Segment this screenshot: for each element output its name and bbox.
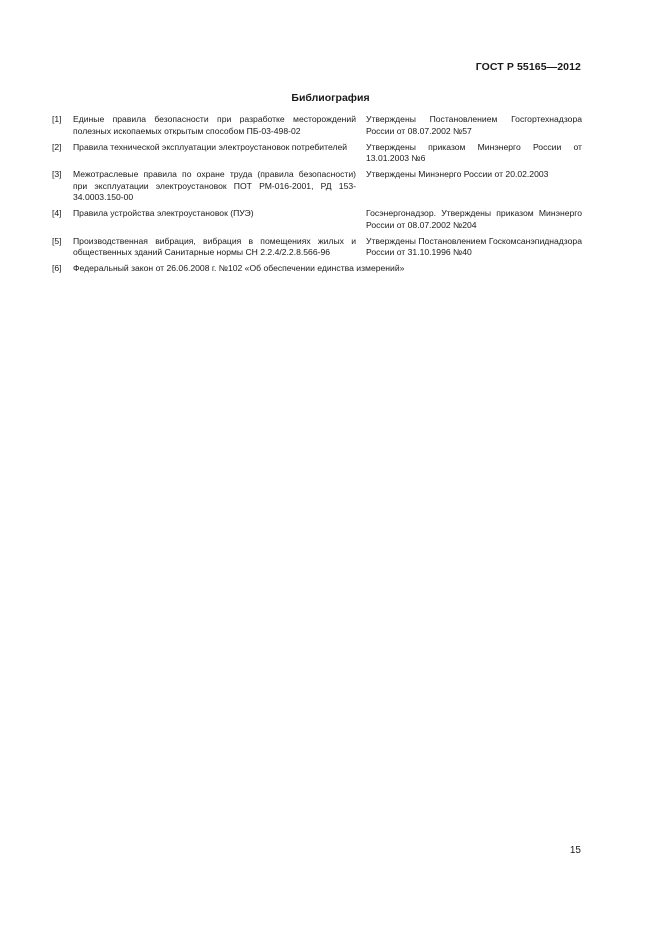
entry-number: [2]: [52, 141, 62, 152]
entry-description: Федеральный закон от 26.06.2008 г. №102 «Об обеспечении единства измерений»: [73, 263, 405, 273]
entry-description: Производственная вибрация, вибрация в помещениях жилых и общественных зданий Санитарные нормы СН 2.2.4/2.2.8.566-96: [73, 235, 356, 257]
document-standard-id: ГОСТ Р 55165—2012: [475, 61, 581, 73]
entry-approval-note: Утверждены Постановлением Госкомсанэпиднадзора России от 31.10.1996 №40: [366, 235, 582, 257]
entry-approval-note: Утверждены приказом Минэнерго России от 13.01.2003 №6: [366, 141, 582, 163]
bibliography-entry: [52, 169, 582, 204]
entry-number: [3]: [52, 169, 62, 179]
bibliography-entry: [52, 142, 582, 165]
page-number: 15: [569, 845, 581, 856]
entry-description: Межотраслевые правила по охране труда (правила безопасности) при эксплуатации электроустановок ПОТ РМ-016-2001, РД 153-34.0003.150-00: [73, 169, 356, 202]
entry-description: Единые правила безопасности при разработке месторождений полезных ископаемых открытым способом ПБ-03-498-02: [73, 114, 356, 136]
entry-number: [1]: [52, 114, 62, 124]
entry-approval-note: Утверждены Минэнерго России от 20.02.2003: [366, 169, 549, 179]
entry-number: [6]: [52, 263, 62, 273]
bibliography-entry: [52, 114, 582, 137]
entry-approval-note: Госэнергонадзор. Утверждены приказом Минэнерго России от 08.07.2002 №204: [366, 208, 582, 230]
bibliography-entry: [52, 208, 582, 231]
entry-approval-note: Утверждены Постановлением Госгортехнадзора России от 08.07.2002 №57: [366, 114, 582, 136]
bibliography-title: Библиография: [291, 92, 370, 104]
entry-number: [4]: [52, 208, 62, 218]
entry-description: Правила технической эксплуатации электроустановок потребителей: [73, 141, 348, 152]
bibliography-entry: [52, 263, 582, 275]
bibliography-list: [52, 114, 582, 279]
bibliography-entry: [52, 236, 582, 259]
entry-description: Правила устройства электроустановок (ПУЭ): [73, 208, 254, 218]
entry-number: [5]: [52, 235, 62, 246]
